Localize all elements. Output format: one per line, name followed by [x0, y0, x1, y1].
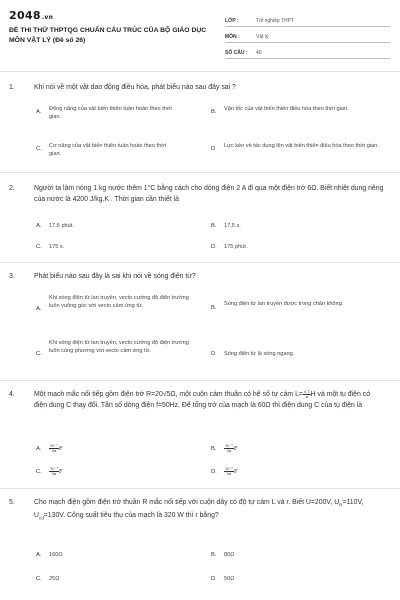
question-stem: [34, 389, 384, 411]
option-text: [49, 444, 63, 453]
fraction-numerator: 10⁻⁵: [225, 467, 233, 471]
option-letter: D.: [211, 576, 217, 582]
fraction-numerator: 0,1: [303, 389, 310, 394]
question-divider: [0, 380, 400, 381]
option-text: [224, 444, 238, 453]
option-text: 50Ω: [224, 576, 235, 582]
option-letter: D.: [211, 146, 217, 152]
option-letter: B.: [211, 305, 217, 311]
question-number: 4.: [9, 391, 15, 398]
option-text: Sóng điện từ là sóng ngang.: [224, 351, 295, 357]
option-fraction: [224, 444, 234, 453]
option-letter: B.: [211, 109, 217, 115]
unit: F: [233, 446, 238, 452]
option-fraction: [49, 467, 59, 476]
subscript: R: [339, 502, 343, 508]
option-letter: B.: [211, 446, 217, 452]
logo-tld: .vn: [41, 14, 54, 21]
option-text: 17,5 s.: [224, 223, 241, 229]
option-text: 80Ω: [224, 552, 235, 558]
question-divider: [0, 262, 400, 263]
option-letter: D.: [211, 469, 217, 475]
inductance-fraction: [303, 390, 311, 399]
option-text: Lực kéo về tác dụng lên vật biến thiên điều hòa theo thời gian.: [224, 143, 379, 149]
fraction-numerator: 10⁻⁴: [50, 467, 58, 471]
option-letter: A.: [36, 552, 42, 558]
option-letter: C.: [36, 146, 42, 152]
option-text: Động năng của vật biến thiên tuần hoàn theo thời gian.: [49, 106, 172, 120]
option-fraction: [49, 444, 59, 453]
question-stem: [34, 497, 384, 524]
meta-row-subject: [225, 28, 390, 43]
meta-key: SỐ CÂU :: [225, 50, 248, 56]
option-text: 175 s.: [49, 244, 65, 250]
question-divider: [0, 172, 400, 173]
fraction-numerator: 10⁻³: [225, 444, 233, 448]
unit: F: [58, 446, 63, 452]
fraction-denominator: 5π: [51, 472, 57, 476]
option-text: 17,5 phút.: [49, 223, 74, 229]
question-stem: Phát biểu nào sau đây là sai khi nói về sóng điện từ?: [34, 273, 196, 280]
stem-part: =130V. Công suất tiêu thụ của mạch là 320 W thì r bằng?: [43, 512, 219, 520]
option-letter: C.: [36, 244, 42, 250]
site-logo: [9, 9, 53, 22]
fraction-denominator: 5π: [226, 472, 232, 476]
option-text: [49, 467, 63, 476]
option-text: 160Ω: [49, 552, 63, 558]
option-letter: B.: [211, 552, 217, 558]
stem-part: Cho mạch điện gồm điện trở thuần R mắc nối tiếp với cuộn dây có độ tự cảm L và r. Biết U=200V, U: [34, 499, 340, 506]
option-text: Khi sóng điện từ lan truyền, vecto cường độ điện trường luôn cùng phương với vecto cảm ứng từ.: [49, 340, 189, 354]
fraction-denominator: 5π: [51, 449, 57, 453]
fraction-numerator: 10⁻²: [50, 444, 58, 448]
question-number: 2.: [9, 185, 15, 192]
option-letter: A.: [36, 223, 42, 229]
option-letter: D.: [211, 351, 217, 357]
option-letter: B.: [211, 223, 217, 229]
question-number: 5.: [9, 499, 15, 506]
option-letter: A.: [36, 109, 42, 115]
option-text: Sóng điện từ lan truyền được trong chân không.: [224, 301, 344, 307]
unit: F: [233, 469, 238, 475]
stem-part: H và một tụ điện có điện dung C thay đổi. Tần số dòng điện f=50Hz. Để tổng trở của mạch là 60Ω thì điện dung C của tụ điện là: [34, 391, 371, 409]
question-number: 1.: [9, 84, 15, 91]
option-letter: C.: [36, 351, 42, 357]
option-letter: A.: [36, 446, 42, 452]
meta-value: Vật lý: [256, 34, 269, 40]
option-letter: D.: [211, 244, 217, 250]
subscript: cd: [38, 515, 44, 521]
exam-title: ĐỀ THI THỬ THPTQG CHUẨN CẤU TRÚC CỦA BỘ GIÁO DỤC MÔN VẬT LÝ (Đề số 26): [9, 27, 207, 44]
meta-row-count: [225, 44, 390, 59]
option-text: 175 phút.: [224, 244, 248, 250]
question-divider: [0, 488, 400, 489]
fraction-denominator: π: [305, 394, 308, 399]
stem-part: =110V, U: [34, 499, 364, 520]
option-letter: A.: [36, 306, 42, 312]
exam-meta: [225, 12, 390, 60]
option-text: Cơ năng của vật biến thiên tuần hoàn theo thời gian.: [49, 143, 167, 157]
question-stem: Người ta làm nóng 1 kg nước thêm 1°C bằng cách cho dòng điện 2 A đi qua một điện trở 6Ω. Biết nhiệt dung riêng của nước là 4200 J/kg.K . Thời gian cần thiết là: [34, 185, 384, 203]
question-number: 3.: [9, 273, 15, 280]
option-fraction: [224, 467, 234, 476]
meta-key: MÔN :: [225, 34, 240, 40]
meta-key: LỚP :: [225, 18, 239, 24]
fraction-denominator: 5π: [226, 449, 232, 453]
unit: F: [58, 469, 63, 475]
stem-part: Một mạch mắc nối tiếp gồm điện trở R=20√5Ω, một cuộn cảm thuần có hệ số tự cảm L=: [34, 391, 303, 398]
header-divider: [0, 71, 400, 72]
question-stem: Khi nói về một vật dao động điều hòa, phát biểu nào sau đây sai ?: [34, 84, 236, 91]
option-text: Khi sóng điện từ lan truyền, vecto cường độ điện trường luôn vuông góc với vecto cảm ứng từ.: [49, 295, 189, 309]
meta-value: Tốt nghiệp THPT: [256, 18, 294, 24]
option-letter: C.: [36, 576, 42, 582]
option-text: 25Ω: [49, 576, 60, 582]
meta-row-class: [225, 12, 390, 27]
option-letter: C.: [36, 469, 42, 475]
option-text: [224, 467, 238, 476]
option-text: Vận tốc của vật biến thiên điều hòa theo thời gian.: [224, 106, 349, 112]
logo-main: 2048: [9, 9, 41, 22]
meta-value: 40: [256, 50, 262, 56]
